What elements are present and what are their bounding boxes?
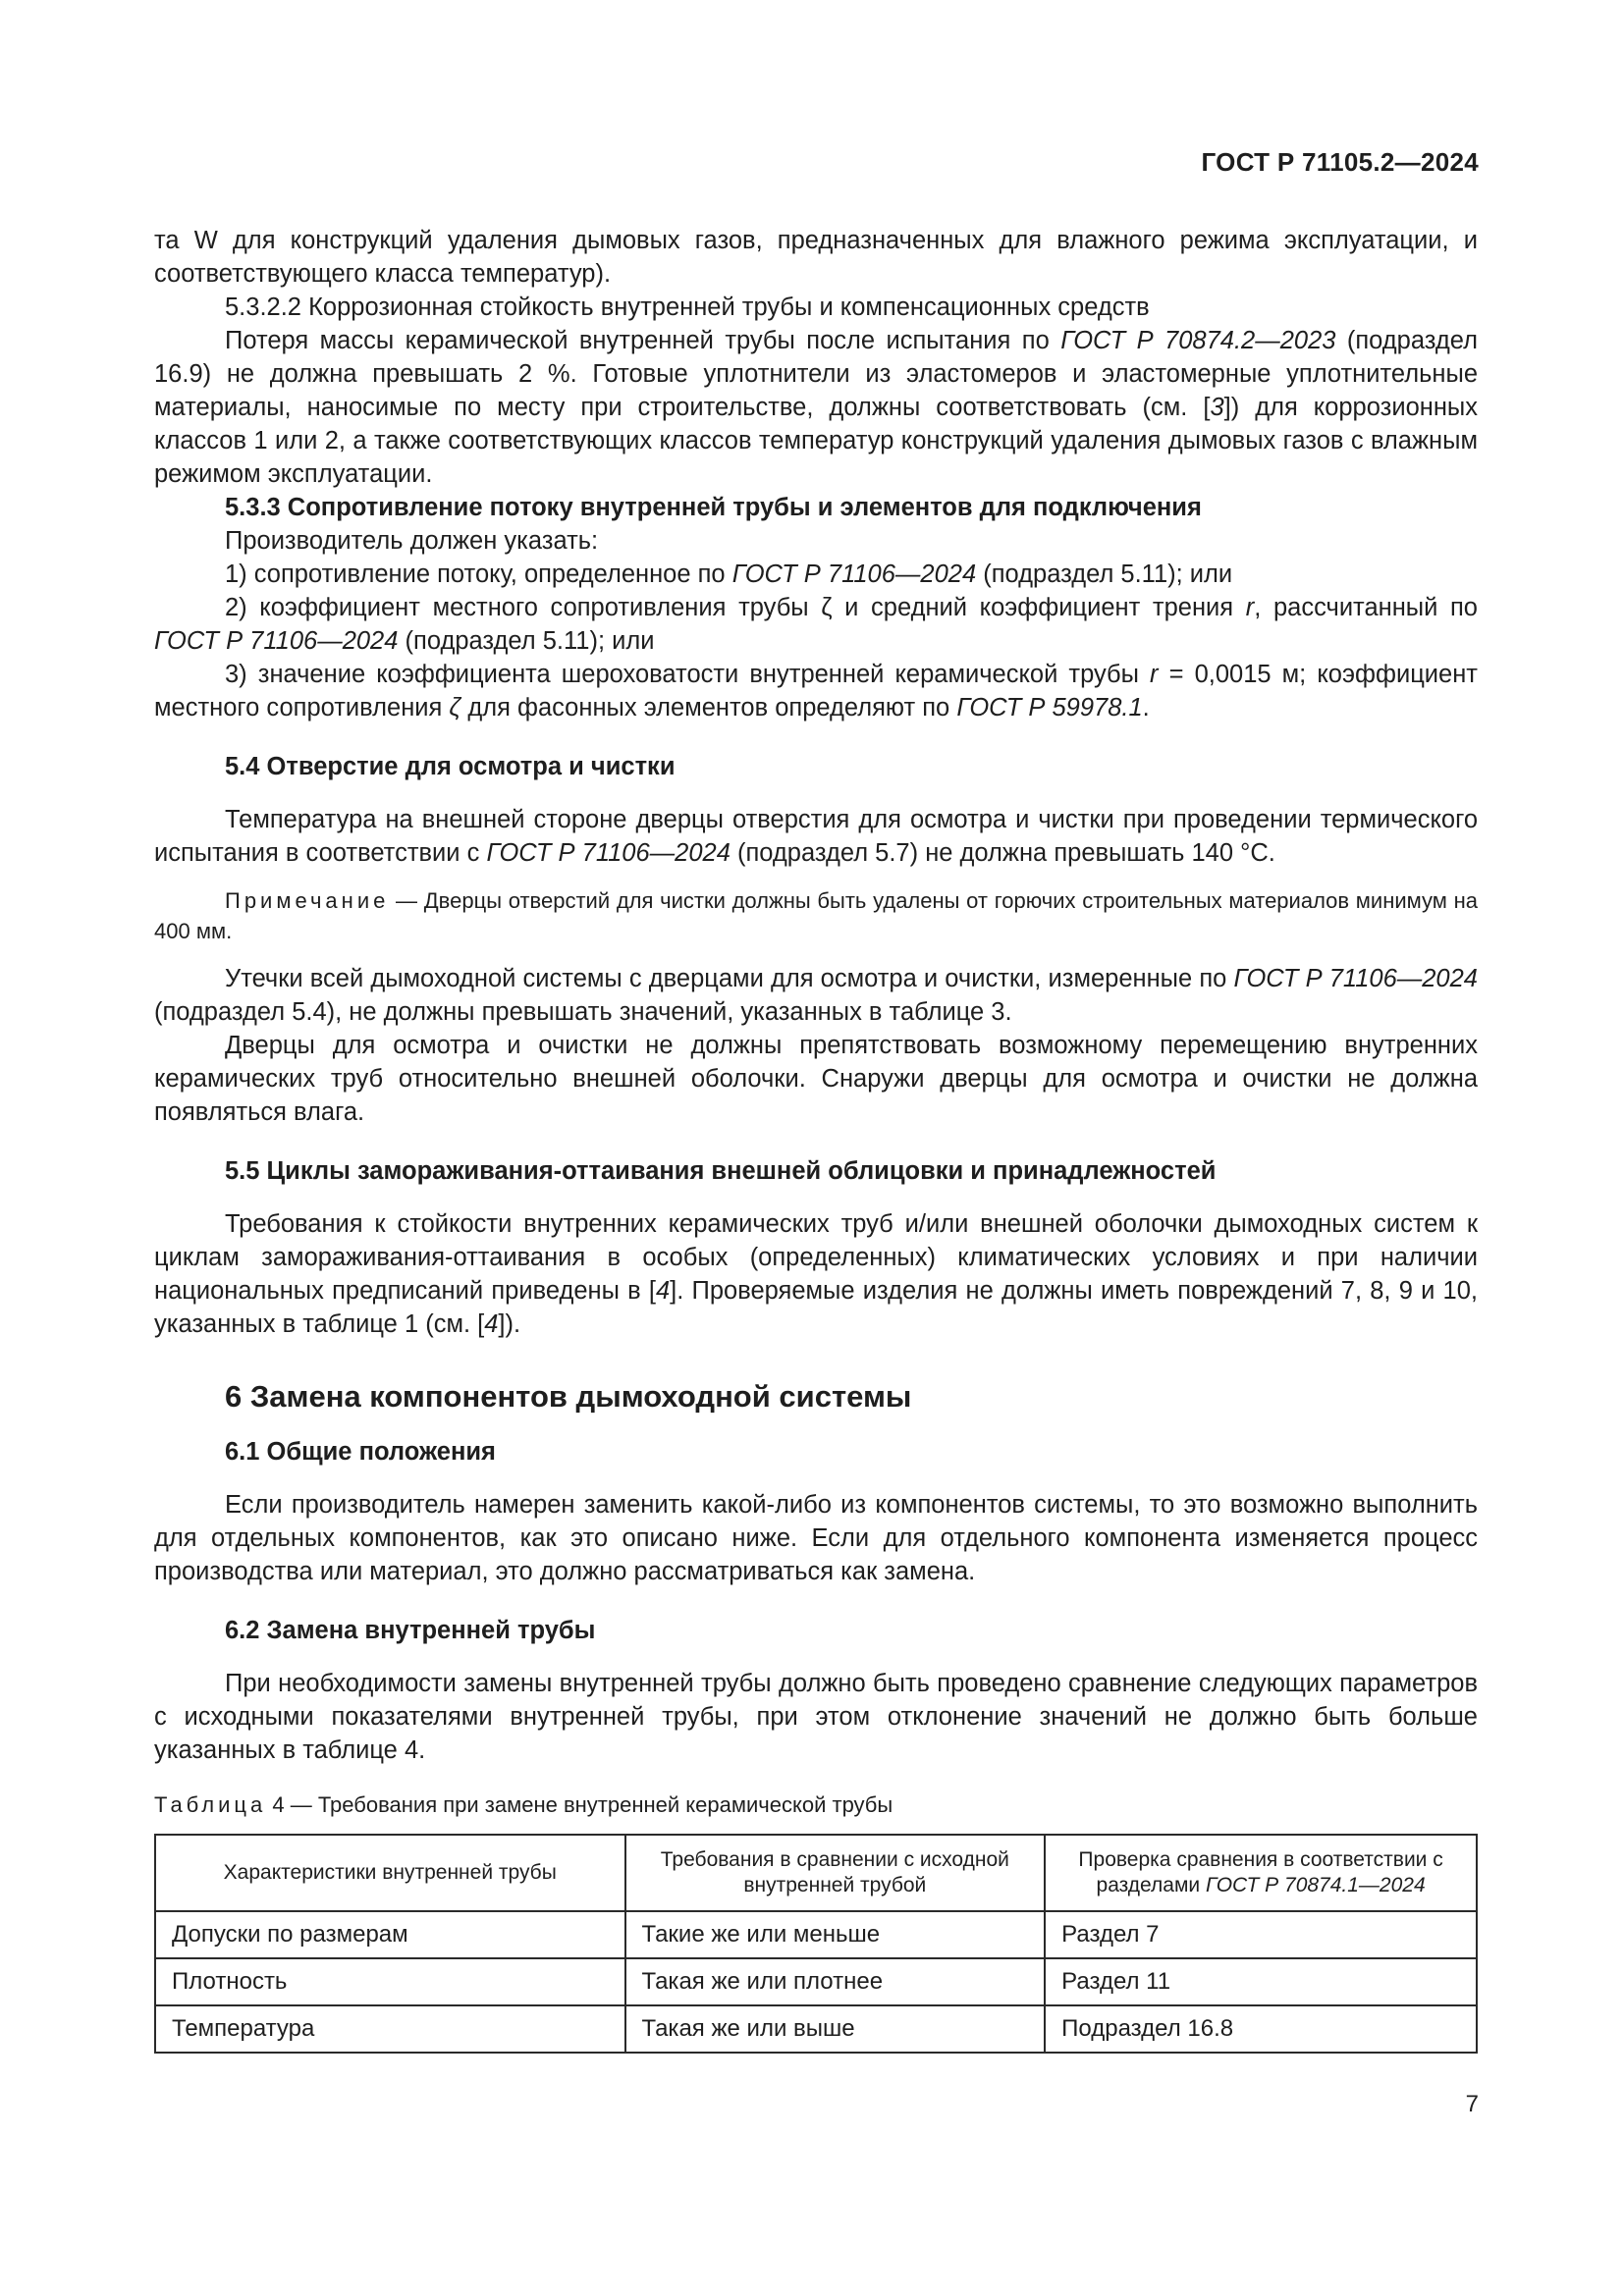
section-heading-6: 6 Замена компонентов дымоходной системы <box>225 1379 912 1414</box>
heading-5-4: 5.4 Отверстие для осмотра и чистки <box>225 753 676 780</box>
table-caption: Таблица 4 — Требования при замене внутренней керамической трубы <box>154 1792 893 1817</box>
table-cell: Такая же или выше <box>625 2005 1046 2053</box>
column-header-characteristics: Характеристики внутренней трубы <box>155 1835 625 1911</box>
paragraph-mass-loss: Потеря массы керамической внутренней трубы после испытания по ГОСТ Р 70874.2—2023 (подраздел 16.9) не должна превышать 2 %. Готовые уплотнители из эластомеров и эластомерные уплотнительные материалы, наносимые по месту при строительстве, должны соответствовать (см. [3]) для коррозионных классов 1 или 2, а также соответствующих классов температур конструкций удаления дымовых газов с влажным режимом эксплуатации. <box>154 327 1478 488</box>
table-cell: Допуски по размерам <box>155 1911 625 1958</box>
bibliography-reference: 4 <box>484 1310 499 1338</box>
table-row <box>155 2005 1477 2053</box>
paragraph-general: Если производитель намерен заменить какой-либо из компонентов системы, то это возможно выполнить для отдельных компонентов, как это описано ниже. Если для отдельного компонента изменяется процесс производства или материал, это должно рассматриваться как замена. <box>154 1491 1478 1585</box>
requirements-table <box>154 1834 1478 2054</box>
paragraph-replacement: При необходимости замены внутренней трубы должно быть проведено сравнение следующих параметров с исходными показателями внутренней трубы, при этом отклонение значений не должно быть больше указанных в таблице 4. <box>154 1670 1478 1764</box>
standard-reference: ГОСТ Р 71106—2024 <box>1233 965 1478 992</box>
table-row <box>155 1958 1477 2005</box>
paragraph-continuation: та W для конструкций удаления дымовых газов, предназначенных для влажного режима эксплуатации, и соответствующего класса температур). <box>154 227 1478 288</box>
standard-reference: ГОСТ Р 71106—2024 <box>486 839 731 867</box>
table-cell: Температура <box>155 2005 625 2053</box>
list-item-1: 1) сопротивление потоку, определенное по ГОСТ Р 71106—2024 (подраздел 5.11); или <box>225 561 1233 588</box>
heading-5-5: 5.5 Циклы замораживания-оттаивания внешней облицовки и принадлежностей <box>225 1157 1217 1185</box>
paragraph-doors: Дверцы для осмотра и очистки не должны препятствовать возможному перемещению внутренних керамических труб относительно внешней оболочки. Снаружи дверцы для осмотра и очистки не должна появляться влага. <box>154 1032 1478 1126</box>
table-cell: Раздел 11 <box>1045 1958 1477 2005</box>
table-cell: Такая же или плотнее <box>625 1958 1046 2005</box>
heading-6-2: 6.2 Замена внутренней трубы <box>225 1617 596 1644</box>
standard-reference: ГОСТ Р 71106—2024 <box>731 561 977 588</box>
page-number: 7 <box>1465 2091 1479 2117</box>
subclause-heading-5-3-2-2: 5.3.2.2 Коррозионная стойкость внутренней трубы и компенсационных средств <box>225 294 1150 321</box>
note-label: Примечание <box>225 888 390 913</box>
heading-6-1: 6.1 Общие положения <box>225 1438 496 1466</box>
standard-reference: ГОСТ Р 59978.1 <box>956 694 1143 721</box>
list-item-3: 3) значение коэффициента шероховатости внутренней керамической трубы r = 0,0015 м; коэффициент местного сопротивления ζ для фасонных элементов определяют по ГОСТ Р 59978.1. <box>154 661 1478 721</box>
standard-reference: ГОСТ Р 70874.2—2023 <box>1060 327 1336 354</box>
table-cell: Раздел 7 <box>1045 1911 1477 1958</box>
table-cell: Подраздел 16.8 <box>1045 2005 1477 2053</box>
table-cell: Такие же или меньше <box>625 1911 1046 1958</box>
bibliography-reference: 3 <box>1210 394 1224 421</box>
table-header-row <box>155 1835 1477 1911</box>
standard-reference: ГОСТ Р 71106—2024 <box>154 627 399 655</box>
table-row <box>155 1911 1477 1958</box>
list-item-2: 2) коэффициент местного сопротивления трубы ζ и средний коэффициент трения r, рассчитанный по ГОСТ Р 71106—2024 (подраздел 5.11); или <box>154 594 1478 655</box>
table-cell: Плотность <box>155 1958 625 2005</box>
standard-header: ГОСТ Р 71105.2—2024 <box>1201 147 1479 177</box>
bibliography-reference: 4 <box>655 1277 671 1305</box>
paragraph-leakage: Утечки всей дымоходной системы с дверцами для осмотра и очистки, измеренные по ГОСТ Р 71106—2024 (подраздел 5.4), не должны превышать значений, указанных в таблице 3. <box>154 965 1478 1026</box>
column-header-verification: Проверка сравнения в соответствии с разделами ГОСТ Р 70874.1—2024 <box>1045 1835 1477 1911</box>
standard-reference: ГОСТ Р 70874.1—2024 <box>1205 1874 1426 1896</box>
page-content <box>154 224 1478 2054</box>
paragraph-manufacturer: Производитель должен указать: <box>225 527 599 555</box>
paragraph-freeze-thaw: Требования к стойкости внутренних керамических труб и/или внешней оболочки дымоходных систем к циклам замораживания-оттаивания в особых (определенных) климатических условиях и при наличии национальных предписаний приведены в [4]. Проверяемые изделия не должны иметь повреждений 7, 8, 9 и 10, указанных в таблице 1 (см. [4]). <box>154 1210 1478 1338</box>
table-caption-label: Таблица <box>154 1792 267 1817</box>
column-header-requirements: Требования в сравнении с исходной внутренней трубой <box>625 1835 1046 1911</box>
heading-5-3-3: 5.3.3 Сопротивление потоку внутренней трубы и элементов для подключения <box>225 494 1202 521</box>
paragraph-door-temperature: Температура на внешней стороне дверцы отверстия для осмотра и чистки при проведении термического испытания в соответствии с ГОСТ Р 71106—2024 (подраздел 5.7) не должна превышать 140 °С. <box>154 806 1478 867</box>
note: Примечание — Дверцы отверстий для чистки должны быть удалены от горючих строительных материалов минимум на 400 мм. <box>154 888 1478 943</box>
